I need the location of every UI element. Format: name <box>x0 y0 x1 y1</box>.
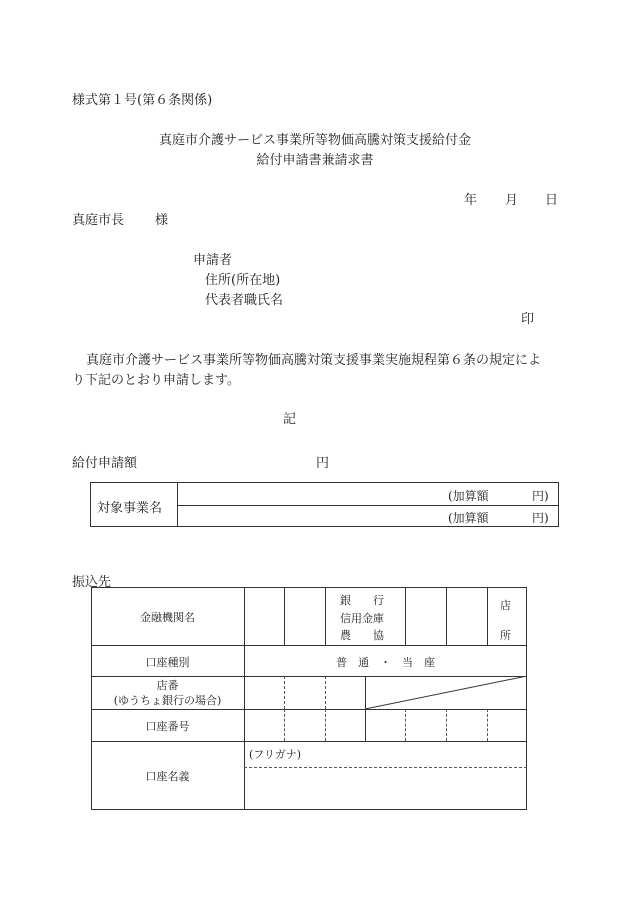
applicant-label: 申請者 <box>193 253 233 268</box>
date-month: 月 <box>505 193 519 208</box>
branch-cell-divider-1 <box>284 676 285 709</box>
bank-type-shinkin: 信用金庫 <box>340 612 384 625</box>
account-cell-divider-2 <box>325 709 326 741</box>
addressee-name: 真庭市長 <box>72 213 125 228</box>
account-type-value: 普 通 ・ 当 座 <box>336 656 435 669</box>
date-year: 年 <box>464 193 478 208</box>
row-divider-4 <box>91 741 527 742</box>
inst-cell-divider-1 <box>284 587 285 645</box>
account-cell-divider-5 <box>446 709 447 741</box>
account-name-label: 口座名義 <box>145 770 190 783</box>
amount-label: 給付申請額 <box>72 456 138 471</box>
applicant-address-label: 住所(所在地) <box>205 273 281 288</box>
branch-no-note: (ゆうちょ銀行の場合) <box>113 694 222 707</box>
transfer-label: 振込先 <box>72 575 112 590</box>
facility-label: 対象事業名 <box>97 501 163 516</box>
form-title-line1: 真庭市介護サービス事業所等物価高騰対策支援給付金 <box>158 133 471 148</box>
account-cell-divider-4 <box>405 709 406 741</box>
form-title-line2: 給付申請書兼請求書 <box>256 153 374 168</box>
inst-cell-divider-3 <box>405 587 406 645</box>
ki-mark: 記 <box>283 412 297 427</box>
account-no-label: 口座番号 <box>145 720 190 733</box>
account-cell-divider-6 <box>487 709 488 741</box>
facility-row2-note: (加算額 <box>448 511 489 525</box>
form-number: 様式第１号(第６条関係) <box>72 93 213 108</box>
facility-row1-unit: 円) <box>532 489 549 503</box>
date-day: 日 <box>545 193 559 208</box>
facility-row1-note: (加算額 <box>448 489 489 503</box>
inst-cell-divider-2 <box>325 587 326 645</box>
branch-cell-divider-2 <box>325 676 326 709</box>
facility-table-row-divider <box>177 505 559 506</box>
bank-type-bank: 銀 行 <box>340 594 384 607</box>
seal-mark: 印 <box>521 312 535 327</box>
furigana-divider <box>244 767 527 768</box>
addressee-honorific: 様 <box>155 213 169 228</box>
branch-top-char: 店 <box>500 599 511 612</box>
branch-unused-slash <box>365 676 527 709</box>
facility-row2-unit: 円) <box>532 511 549 525</box>
body-text-line2: り下記のとおり申請します。 <box>72 373 240 388</box>
institution-label: 金融機関名 <box>140 611 195 624</box>
row-divider-1 <box>91 645 527 646</box>
label-column-divider <box>244 587 245 810</box>
applicant-rep-label: 代表者職氏名 <box>205 293 284 308</box>
bank-type-noukyo: 農 協 <box>340 629 384 642</box>
inst-cell-divider-4 <box>446 587 447 645</box>
account-cell-divider-3 <box>365 709 366 741</box>
furigana-label: (フリガナ) <box>249 748 302 761</box>
row-divider-3 <box>91 709 527 710</box>
account-cell-divider-1 <box>284 709 285 741</box>
branch-bottom-char: 所 <box>500 629 511 642</box>
inst-cell-divider-5 <box>487 587 488 645</box>
branch-no-label: 店番 <box>156 679 179 692</box>
amount-unit: 円 <box>316 456 330 471</box>
body-text-line1: 真庭市介護サービス事業所等物価高騰対策支援事業実施規程第６条の規定によ <box>86 353 542 368</box>
account-type-label: 口座種別 <box>145 656 190 669</box>
